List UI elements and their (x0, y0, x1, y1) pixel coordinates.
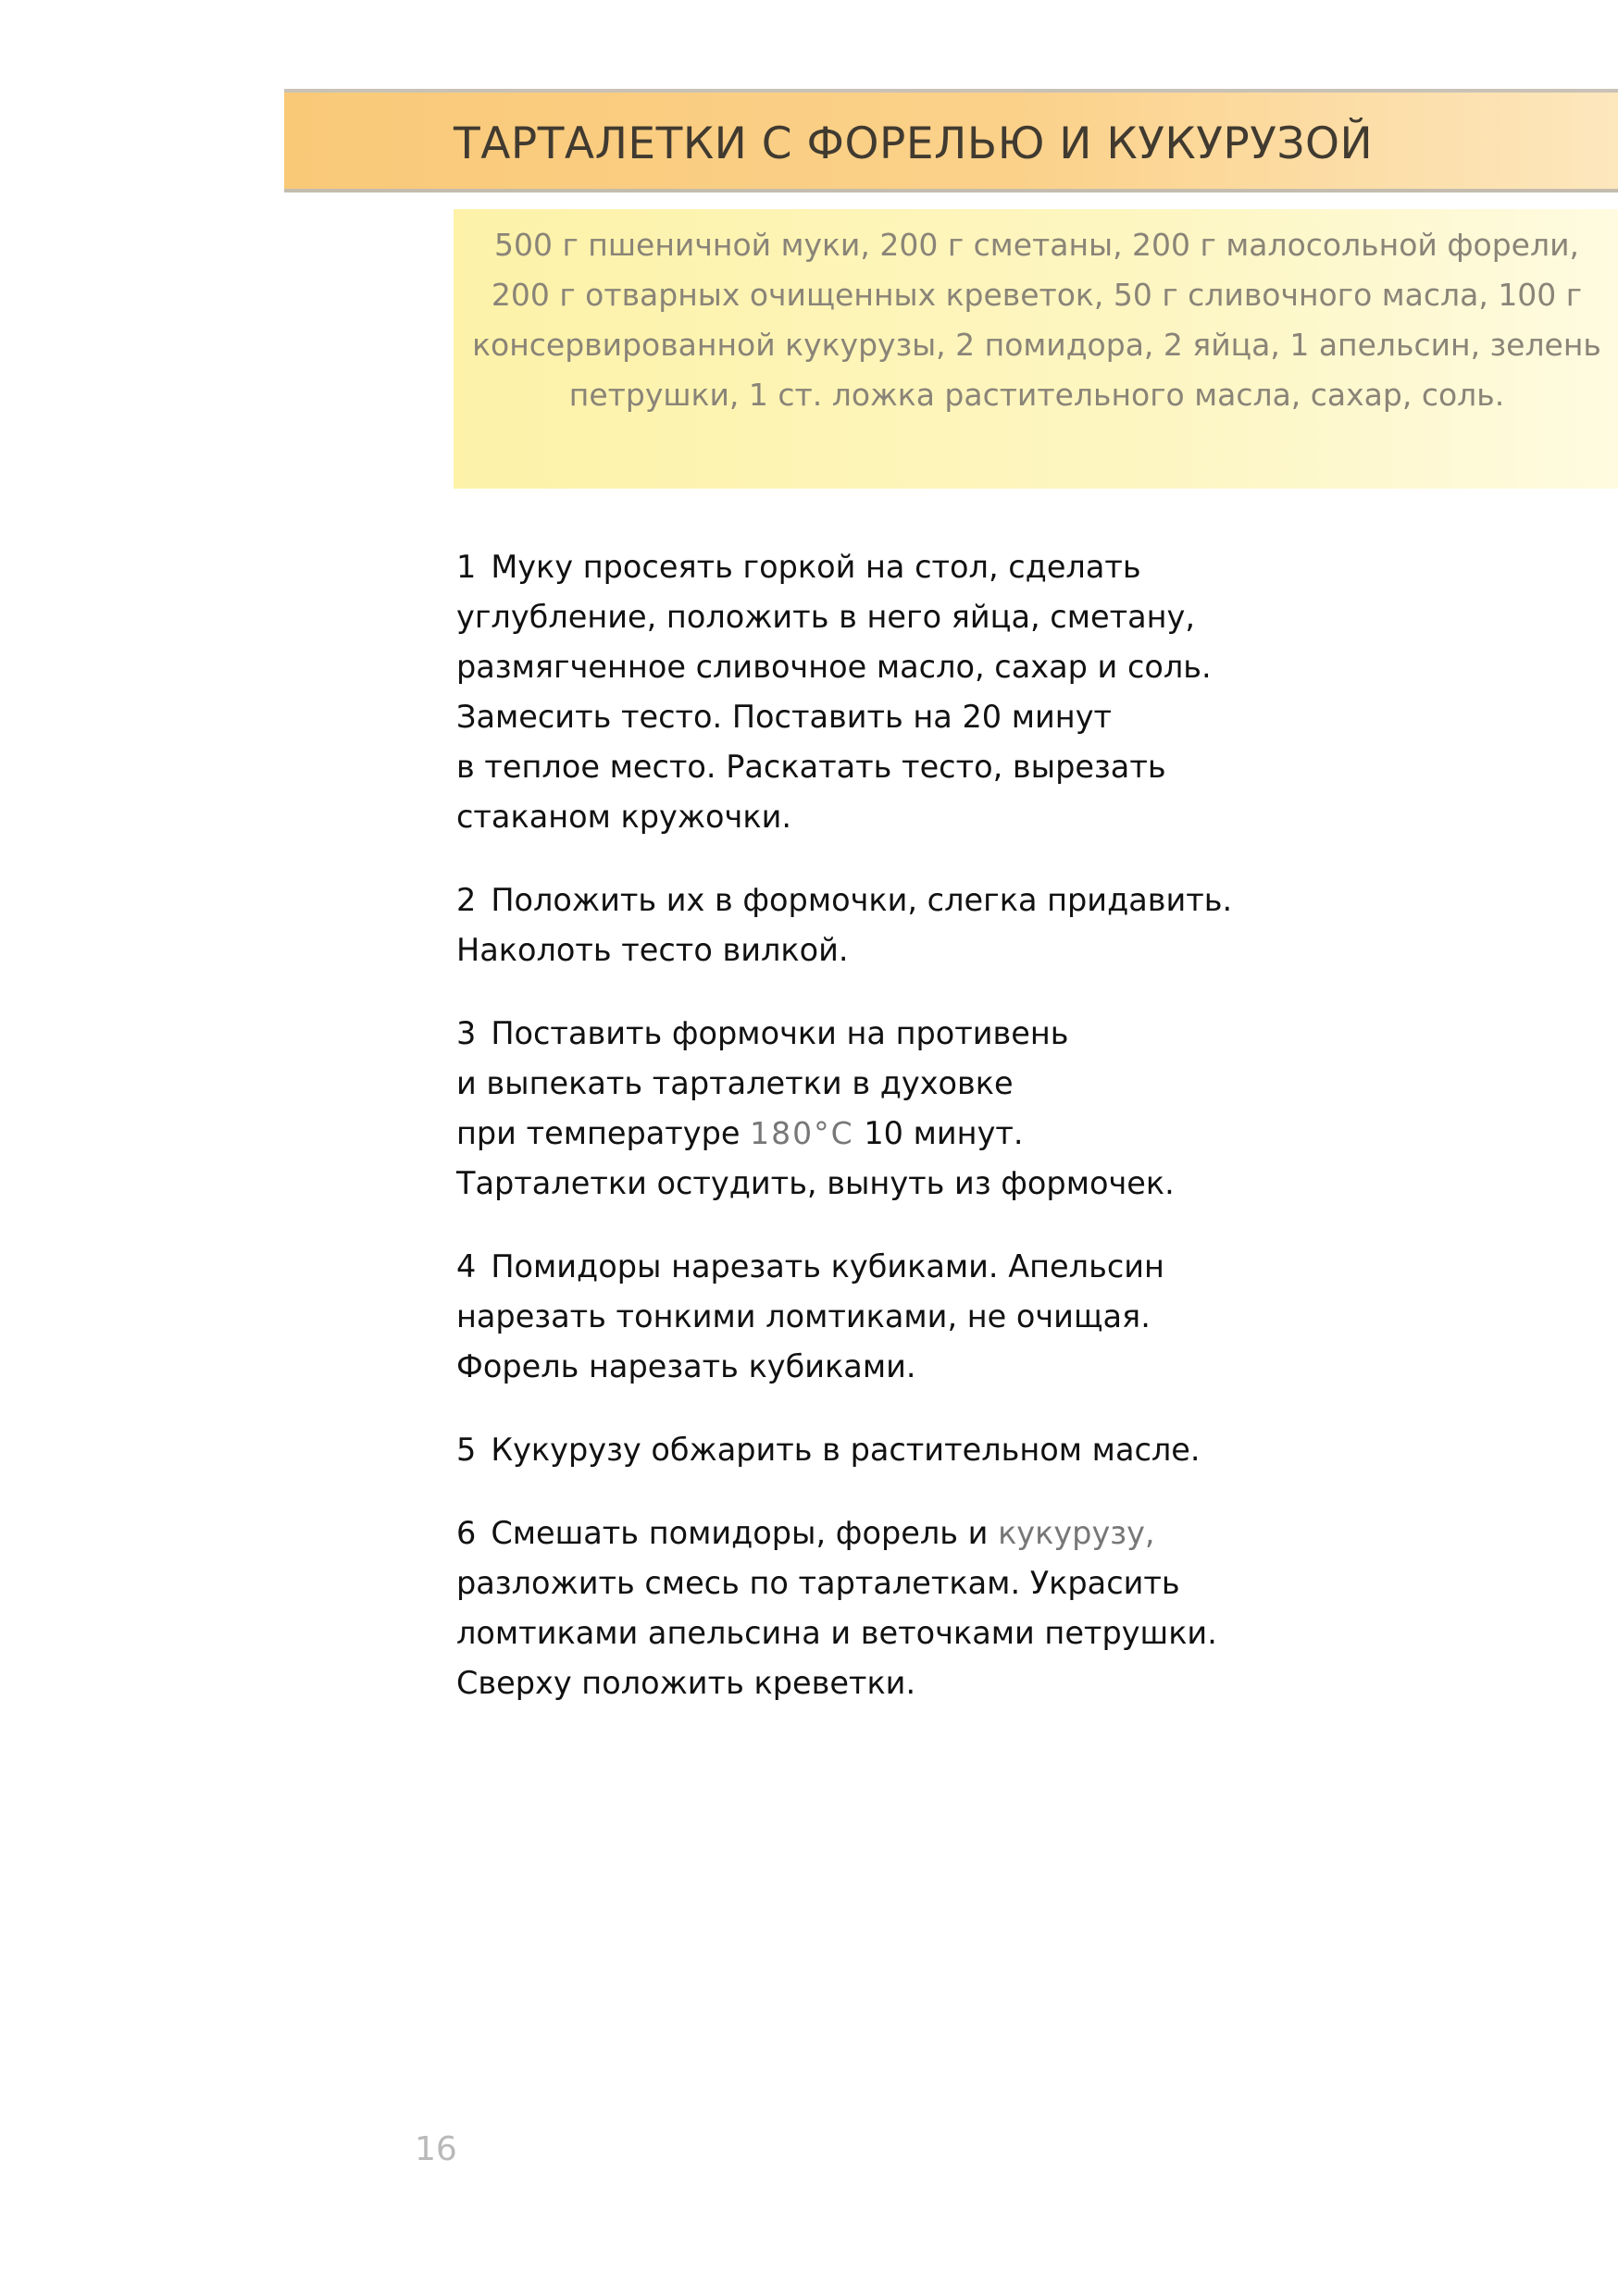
step-text: 10 минут. (864, 1115, 1024, 1151)
temperature-value: 180°С (750, 1115, 854, 1151)
step-text: разложить смесь по тарталеткам. Украсить (456, 1565, 1180, 1601)
step-number: 2 (456, 882, 477, 918)
step-number: 1 (456, 549, 477, 585)
step-3 (456, 1009, 1382, 1209)
step-text: стаканом кружочки. (456, 799, 791, 835)
step-text: Замесить тесто. Поставить на 20 минут (456, 699, 1113, 735)
step-1 (456, 542, 1382, 842)
step-6 (456, 1508, 1382, 1708)
step-text: Муку просеять горкой на стол, сделать (491, 549, 1141, 585)
step-text: Форель нарезать кубиками. (456, 1348, 916, 1384)
step-text: Наколоть тесто вилкой. (456, 932, 849, 968)
step-text: углубление, положить в него яйца, сметану, (456, 599, 1196, 635)
step-2 (456, 875, 1382, 975)
recipe-title: ТАРТАЛЕТКИ С ФОРЕЛЬЮ И КУКУРУЗОЙ (454, 118, 1374, 169)
step-text: нарезать тонкими ломтиками, не очищая. (456, 1298, 1151, 1334)
step-text: Сверху положить креветки. (456, 1665, 916, 1701)
step-number: 4 (456, 1248, 477, 1285)
step-4 (456, 1242, 1382, 1392)
step-text: Смешать помидоры, форель и (491, 1515, 989, 1551)
step-text: при температуре (456, 1115, 741, 1151)
step-text: Поставить формочки на противень (491, 1015, 1069, 1051)
step-text: Положить их в формочки, слегка придавить. (491, 882, 1233, 918)
step-text: Помидоры нарезать кубиками. Апельсин (491, 1248, 1164, 1285)
ingredients-text: 500 г пшеничной муки, 200 г сметаны, 200 г малосольной форели, 200 г отварных очищенных креветок, 50 г сливочного масла, 100 г консервированной кукурузы, 2 помидора, 2 яйца, 1 апельсин, зелень петрушки, 1 ст. ложка растительного масла, сахар, соль. (472, 227, 1601, 413)
step-5 (456, 1425, 1382, 1475)
step-text: и выпекать тарталетки в духовке (456, 1065, 1014, 1101)
recipe-steps (456, 542, 1382, 1742)
step-number: 3 (456, 1015, 477, 1051)
step-text: в теплое место. Раскатать тесто, вырезать (456, 749, 1166, 785)
step-text: Тарталетки остудить, вынуть из формочек. (456, 1165, 1175, 1201)
step-number: 5 (456, 1432, 477, 1468)
step-text-light: кукурузу, (998, 1515, 1155, 1551)
step-text: размягченное сливочное масло, сахар и соль. (456, 649, 1212, 685)
step-text: Кукурузу обжарить в растительном масле. (491, 1432, 1201, 1468)
step-number: 6 (456, 1515, 477, 1551)
page-number: 16 (415, 2130, 457, 2168)
step-text: ломтиками апельсина и веточками петрушки. (456, 1615, 1217, 1651)
